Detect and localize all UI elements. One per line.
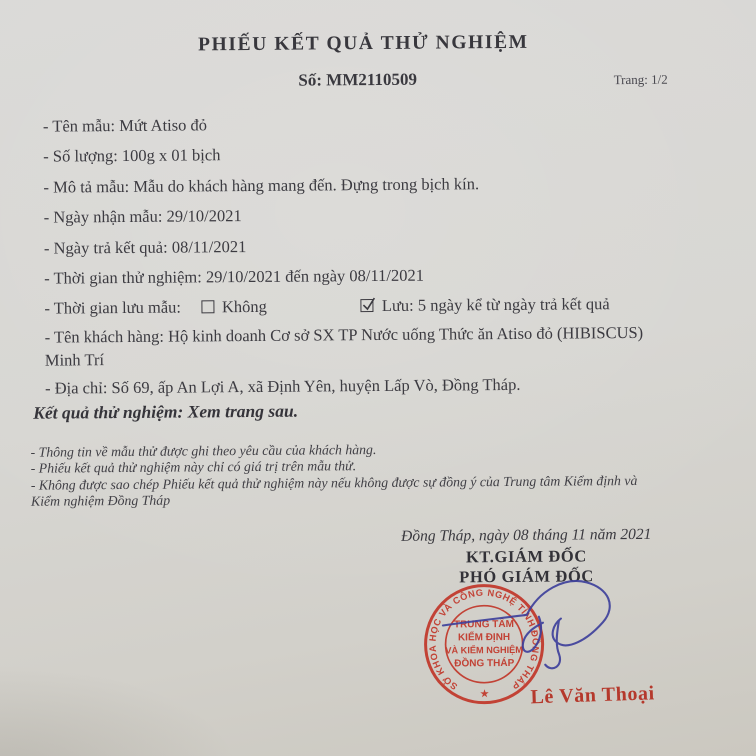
page-indicator: Trang: 1/2 [613, 71, 668, 88]
customer-line2: Minh Trí [44, 350, 105, 370]
footnote-3: - Không được sao chép Phiếu kết quả thử nghiệm này nếu không được sự đồng ý của Trung tâm Kiểm định và [30, 472, 638, 493]
handwritten-signature [427, 570, 638, 682]
spacer [267, 306, 361, 307]
field-customer [45, 322, 728, 372]
footnote-2: - Phiếu kết quả thử nghiệm này chỉ có giá trị trên mẫu thử. [30, 458, 357, 477]
field-test-period: - Thời gian thử nghiệm: 29/10/2021 đến ngày 08/11/2021 [44, 265, 424, 288]
field-description: - Mô tả mẫu: Mẫu do khách hàng mang đến. Đựng trong bịch kín. [43, 174, 480, 197]
footnotes [31, 439, 733, 510]
storage-label: - Thời gian lưu mẫu: [44, 297, 182, 319]
field-storage-time [44, 289, 727, 323]
sample-info-section [43, 106, 728, 403]
stamp-ring-text: SỞ KHOA HỌC VÀ CÔNG NGHỆ TỈNH ĐỒNG THÁP [427, 587, 541, 692]
field-sample-name: - Tên mẫu: Mứt Atiso đỏ [42, 115, 208, 136]
stamp-star-icon: ★ [479, 688, 490, 701]
signer-title-1: KT.GIÁM ĐỐC [465, 546, 587, 567]
footnote-1: - Thông tin về mẫu thử được ghi theo yêu cầu của khách hàng. [30, 442, 377, 460]
footnote-4: Kiểm nghiệm Đồng Tháp [30, 492, 171, 509]
storage-option-yes: Lưu: 5 ngày kể từ ngày trả kết quả [381, 294, 610, 316]
stamp-center-line2: KIỂM ĐỊNH [457, 631, 511, 644]
document-number: Số: MM2110509 [298, 69, 417, 90]
checkbox-checked-icon [361, 299, 374, 312]
stamp-center-line1: TRUNG TÂM [453, 618, 514, 631]
document-title: PHIẾU KẾT QUẢ THỬ NGHIỆM [197, 31, 529, 56]
customer-line1: - Tên khách hàng: Hộ kinh doanh Cơ sở SX TP Nước uống Thức ăn Atiso đỏ (HIBISCUS) [44, 323, 644, 348]
stamp-center-line3: VÀ KIỂM NGHIỆM [445, 644, 523, 656]
place-and-date: Đồng Tháp, ngày 08 tháng 11 năm 2021 [401, 525, 652, 545]
storage-option-no: Không [221, 297, 267, 317]
signer-title-2: PHÓ GIÁM ĐỐC [459, 566, 594, 587]
field-address: - Địa chỉ: Số 69, ấp An Lợi A, xã Định Yên, huyện Lấp Vò, Đồng Tháp. [44, 375, 521, 399]
field-date-returned: - Ngày trả kết quả: 08/11/2021 [43, 236, 247, 258]
checkbox-unchecked-icon [201, 301, 214, 314]
field-quantity: - Số lượng: 100g x 01 bịch [43, 145, 221, 167]
signer-name: Lê Văn Thoại [530, 682, 656, 709]
stamp-center-line4: ĐỒNG THÁP [454, 657, 515, 670]
field-date-received: - Ngày nhận mẫu: 29/10/2021 [43, 206, 242, 227]
result-statement: Kết quả thử nghiệm: Xem trang sau. [33, 400, 299, 423]
